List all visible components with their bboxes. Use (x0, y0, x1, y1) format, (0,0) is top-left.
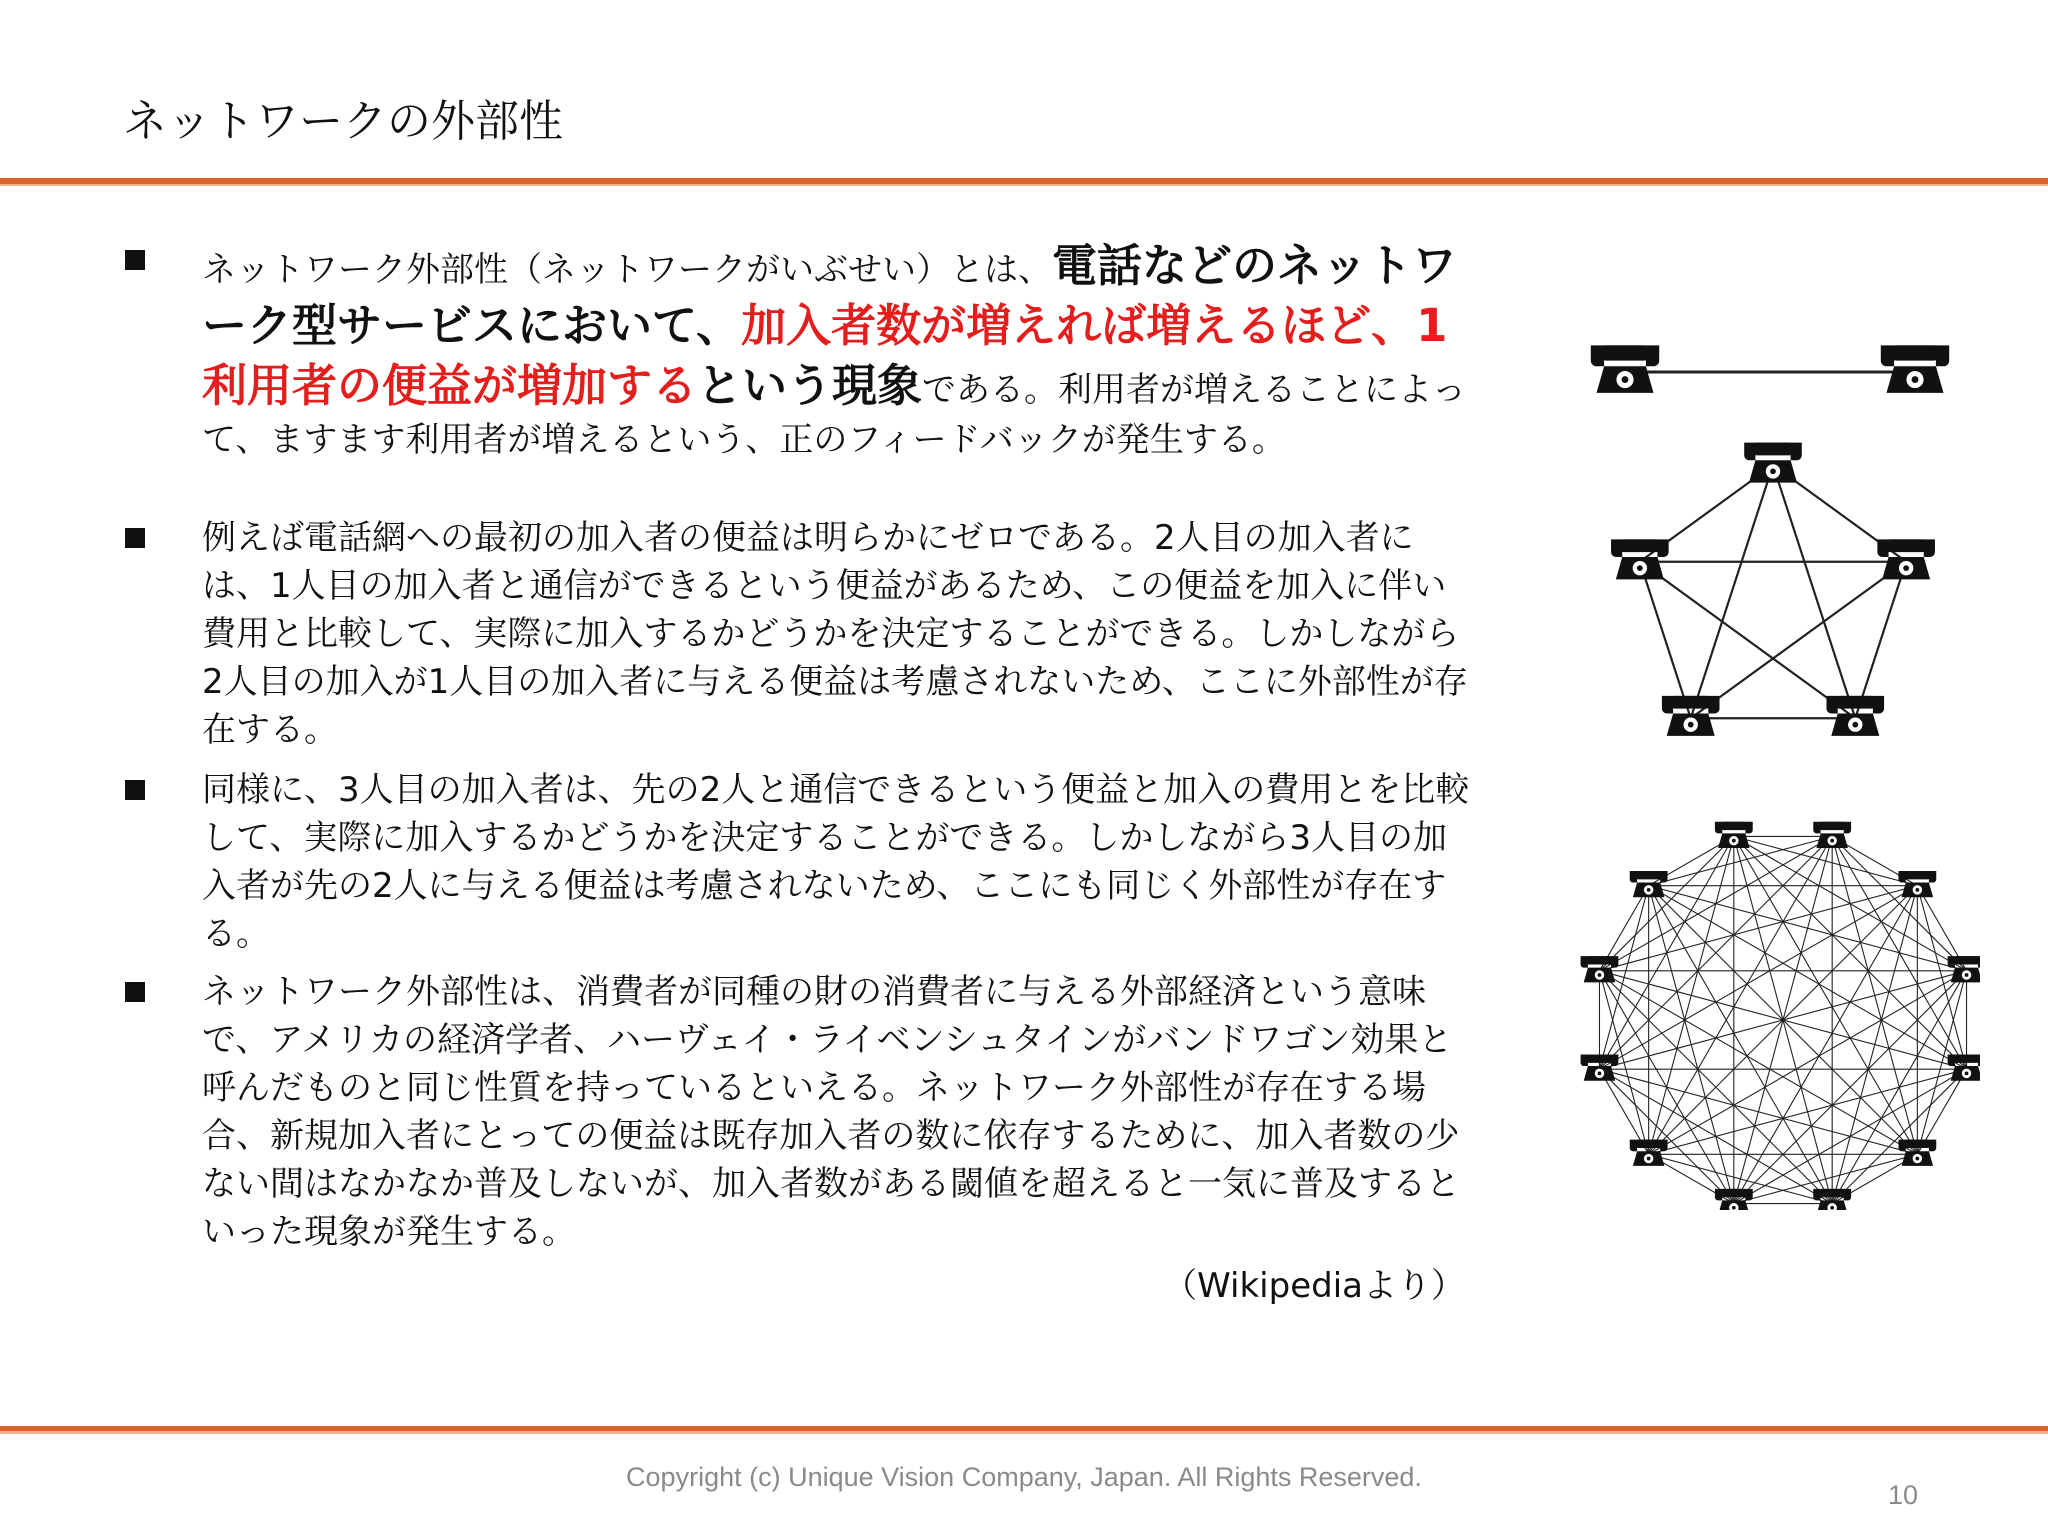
network-link (1691, 562, 1906, 719)
telephone-icon (1744, 443, 1802, 483)
telephone-icon (1948, 956, 1980, 982)
bullet-text-emphasis: 電話などのネットワーク型サービスにおいて、 (202, 239, 1458, 352)
page-number: 10 (1888, 1480, 1919, 1510)
telephone-icon (1630, 1140, 1668, 1166)
bullet-text: 同様に、3人目の加入者は、先の2人と通信できるという便益と加入の費用とを比較して、実際に加入するかどうかを決定することができる。しかしながら3人目の加入者が先の2人に与える便益は考慮されないため、ここにも同じく外部性が存在する。 (202, 770, 1470, 954)
telephone-icon (1877, 539, 1935, 579)
telephone-icon (1813, 822, 1851, 848)
bullet-text-highlight: 加入者数が増えれば増えるほど、1利用者の便益が増加する (202, 299, 1448, 412)
square-bullet-icon (125, 982, 145, 1002)
bullet-text: 例えば電話網への最初の加入者の便益は明らかにゼロである。2人目の加入者には、1人目の加入者と通信ができるという便益があるため、この便益を加入に伴い費用と比較して、実際に加入するかどうかを決定することができる。しかしながら2人目の加入が1人目の加入者に与える便益は考慮されないため、ここに外部性が存在する。 (202, 518, 1468, 750)
telephone-icon (1898, 871, 1936, 897)
network-link (1640, 562, 1855, 719)
bullet-text-rest: である。利用者が増えることによって、ますます利用者が増えるという、正のフィードバックが発生する。 (202, 370, 1467, 460)
telephone-icon (1826, 696, 1884, 736)
bullet-item-bandwagon (125, 968, 1470, 1256)
telephone-icon (1715, 822, 1753, 848)
network-diagrams (1580, 330, 1980, 1210)
telephone-icon (1662, 696, 1720, 736)
telephone-icon (1581, 956, 1619, 982)
network-5-nodes (1611, 443, 1935, 736)
telephone-icon (1881, 345, 1949, 393)
telephone-icon (1581, 1054, 1619, 1080)
telephone-icon (1591, 345, 1659, 393)
bullet-text-intro: ネットワーク外部性（ネットワークがいぶせい）とは、 (202, 250, 1052, 290)
bullet-text-emphasis-2: という現象 (697, 359, 923, 412)
network-link (1691, 465, 1773, 718)
network-link (1734, 836, 1967, 970)
bullet-item-third-subscriber (125, 766, 1470, 958)
slide-title: ネットワークの外部性 (123, 96, 563, 147)
telephone-icon (1611, 539, 1669, 579)
square-bullet-icon (125, 528, 145, 548)
network-link (1773, 465, 1855, 718)
source-citation: （Wikipediaより） (1163, 1266, 1465, 1306)
network-12-nodes (1581, 822, 1980, 1210)
telephone-icon (1898, 1140, 1936, 1166)
network-link (1649, 886, 1967, 971)
bullet-text: ネットワーク外部性は、消費者が同種の財の消費者に与える外部経済という意味で、アメリカの経済学者、ハーヴェイ・ライベンシュタインがバンドワゴン効果と呼んだものと同じ性質を持っているといえる。ネットワーク外部性が存在する場合、新規加入者にとっての便益は既存加入者の数に依存するために、加入者数の少ない間はなかなか普及しないが、加入者数がある閾値を超えると一気に普及するといった現象が発生する。 (202, 972, 1460, 1252)
network-link (1649, 836, 1734, 1154)
copyright-text: Copyright (c) Unique Vision Company, Japan. All Rights Reserved. (626, 1462, 1422, 1492)
square-bullet-icon (125, 780, 145, 800)
network-link (1855, 562, 1906, 719)
network-link (1640, 562, 1691, 719)
bullet-item-example (125, 514, 1470, 754)
footer-divider (0, 1426, 2048, 1438)
square-bullet-icon (125, 250, 145, 270)
network-2-nodes (1591, 345, 1949, 393)
telephone-icon (1630, 871, 1668, 897)
bullet-item-definition (125, 236, 1470, 464)
telephone-icon (1948, 1054, 1980, 1080)
header-divider (0, 178, 2048, 190)
